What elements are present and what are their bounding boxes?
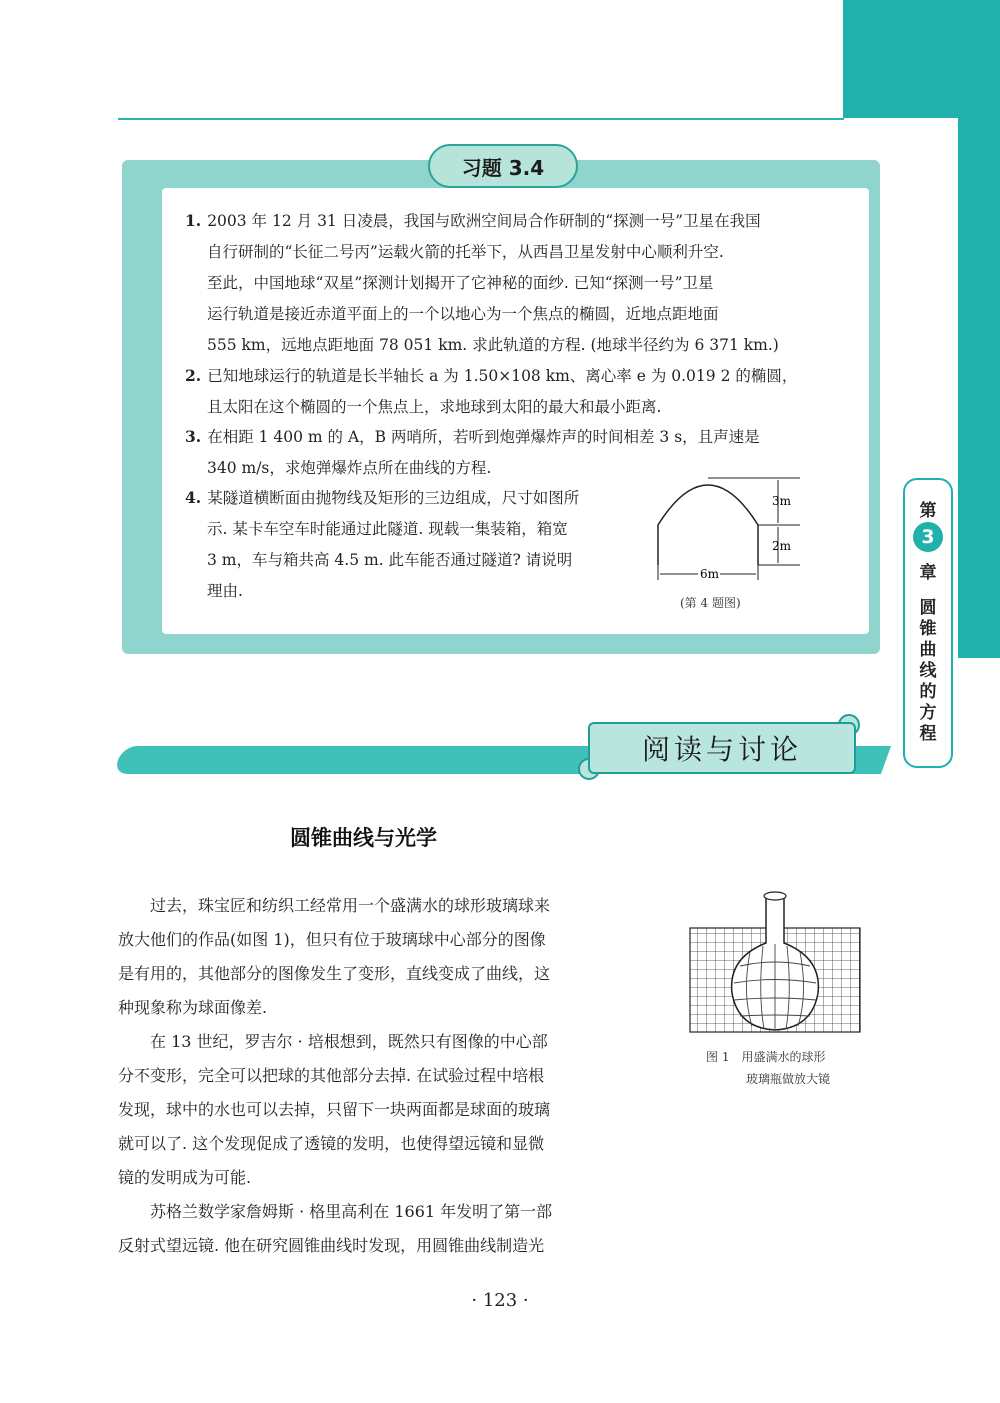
chapter-name-char: 的 (919, 682, 937, 702)
question-line: 340 m/s，求炮弹爆炸点所在曲线的方程. (207, 459, 492, 477)
top-divider (118, 118, 844, 120)
caption-line: 玻璃瓶做放大镜 (746, 1072, 831, 1086)
question-line: 3 m，车与箱共高 4.5 m. 此车能否通过隧道? 请说明 (207, 551, 573, 569)
question-line: 555 km，远地点距地面 78 051 km. 求此轨道的方程. (地球半径约为 6 371 km.) (207, 336, 779, 354)
paragraph-line: 反射式望远镜. 他在研究圆锥曲线时发现，用圆锥曲线制造光 (118, 1236, 545, 1255)
question-number: 4. (185, 488, 202, 507)
paragraph-line: 是有用的，其他部分的图像发生了变形，直线变成了曲线，这 (118, 964, 551, 983)
question-line: 示. 某卡车空车时能通过此隧道. 现载一集装箱，箱宽 (207, 520, 568, 538)
tunnel-figure (650, 470, 810, 585)
question-2 (185, 360, 825, 423)
question-number: 1. (185, 211, 202, 230)
tunnel-outline (658, 485, 758, 565)
reading-paragraph-2 (118, 1025, 648, 1195)
paragraph-line: 镜的发明成为可能. (118, 1168, 252, 1187)
exercise-title: 习题 3.4 (428, 144, 578, 188)
paragraph-line: 过去，珠宝匠和纺织工经常用一个盛满水的球形玻璃球来 (150, 896, 551, 915)
chapter-name-char: 圆 (919, 598, 937, 618)
chapter-zhang: 章 (919, 563, 937, 583)
paragraph-line: 在 13 世纪，罗吉尔 · 培根想到，既然只有图像的中心部 (150, 1032, 548, 1051)
reading-title: 圆锥曲线与光学 (290, 826, 437, 850)
label-6m: 6m (700, 567, 720, 581)
question-line: 理由. (207, 582, 243, 600)
question-1 (185, 205, 825, 361)
question-line: 某隧道横断面由抛物线及矩形的三边组成，尺寸如图所 (207, 489, 580, 507)
chapter-name-char: 锥 (919, 619, 937, 639)
page-number: · 123 · (471, 1290, 529, 1311)
label-2m: 2m (772, 539, 792, 553)
paragraph-line: 种现象称为球面像差. (118, 998, 268, 1017)
question-line: 且太阳在这个椭圆的一个焦点上，求地球到太阳的最大和最小距离. (207, 398, 662, 416)
paragraph-line: 发现，球中的水也可以去掉，只留下一块两面都是球面的玻璃 (118, 1100, 551, 1119)
figure-1-caption (706, 1046, 830, 1090)
paragraph-line: 分不变形，完全可以把球的其他部分去掉. 在试验过程中培根 (118, 1066, 545, 1085)
chapter-name-char: 线 (919, 661, 937, 681)
question-line: 已知地球运行的轨道是长半轴长 a 为 1.50×108 km、离心率 e 为 0.019 2 的椭圆， (207, 367, 798, 385)
question-line: 自行研制的“长征二号丙”运载火箭的托举下，从西昌卫星发射中心顺利升空. (207, 243, 724, 261)
question-number: 3. (185, 427, 202, 446)
paragraph-line: 放大他们的作品(如图 1)，但只有位于玻璃球中心部分的图像 (118, 930, 546, 949)
paragraph-line: 苏格兰数学家詹姆斯 · 格里高利在 1661 年发明了第一部 (150, 1202, 553, 1221)
side-band (958, 118, 1000, 658)
question-line: 至此，中国地球“双星”探测计划揭开了它神秘的面纱. 已知“探测一号”卫星 (207, 274, 714, 292)
paragraph-line: 就可以了. 这个发现促成了透镜的发明，也使得望远镜和显微 (118, 1134, 545, 1153)
chapter-di: 第 (919, 501, 937, 521)
question-line: 运行轨道是接近赤道平面上的一个以地心为一个焦点的椭圆，近地点距地面 (207, 305, 719, 323)
chapter-name-char: 曲 (919, 640, 937, 660)
caption-line: 图 1 用盛满水的球形 (706, 1050, 826, 1064)
reading-paragraph-3 (118, 1195, 648, 1263)
chapter-name-char: 程 (919, 724, 937, 744)
chapter-name-char: 方 (919, 703, 937, 723)
question-number: 2. (185, 366, 202, 385)
question-line: 在相距 1 400 m 的 A，B 两哨所，若听到炮弹爆炸声的时间相差 3 s，且声速是 (207, 428, 760, 446)
label-3m: 3m (772, 494, 792, 508)
question-4 (185, 482, 635, 607)
reading-paragraph-1 (118, 889, 648, 1025)
figure-1-flask (688, 888, 862, 1034)
chapter-number: 3 (913, 522, 943, 552)
corner-band (843, 0, 1000, 118)
chapter-name (903, 598, 953, 745)
flask-mouth (764, 892, 786, 900)
reading-banner: 阅读与讨论 (588, 722, 856, 774)
question-line: 2003 年 12 月 31 日凌晨，我国与欧洲空间局合作研制的“探测一号”卫星在我国 (207, 212, 761, 230)
figure-caption: (第 4 题图) (680, 596, 741, 610)
